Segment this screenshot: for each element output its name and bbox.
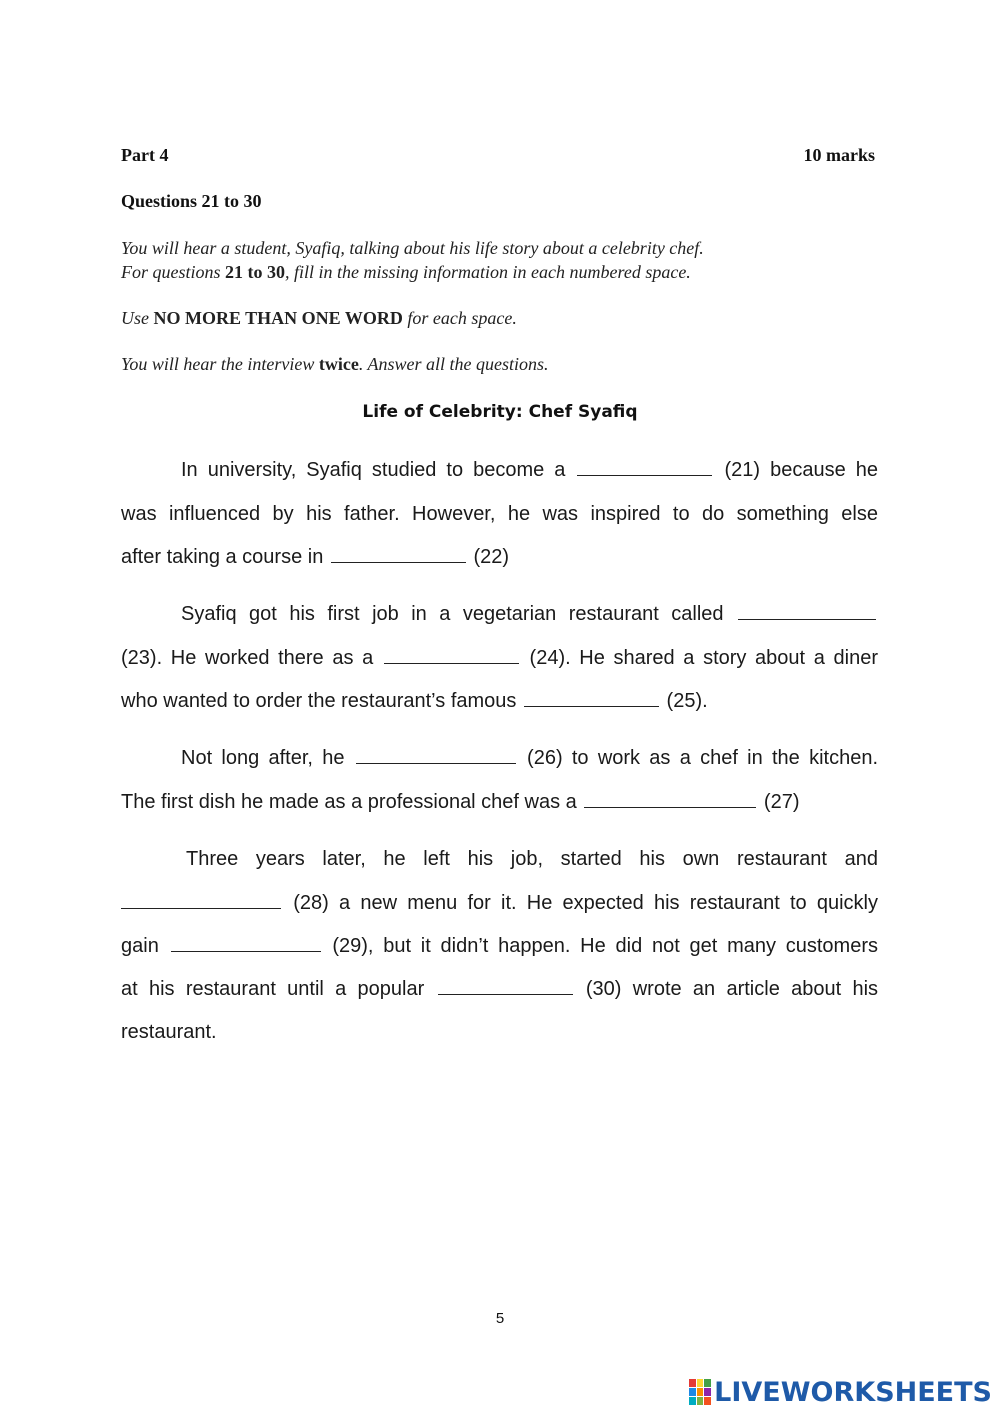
- p1-line-3: after taking a course in (22): [121, 542, 878, 572]
- instructions-block: [121, 236, 881, 284]
- instruction-line-2: For questions 21 to 30, fill in the missing information in each numbered space.: [121, 262, 691, 282]
- answer-blank-26[interactable]: [356, 743, 516, 764]
- p1-line-2: was influenced by his father. However, he was inspired to do something else: [121, 503, 878, 525]
- p3-line-1: Not long after, he (26) to work as a chef in the kitchen.: [121, 743, 878, 773]
- answer-blank-28[interactable]: [121, 888, 281, 909]
- p4-line-3: gain (29), but it didn’t happen. He did not get many customers: [121, 931, 878, 961]
- story-body: [121, 455, 878, 1055]
- part-label: Part 4: [121, 145, 169, 165]
- p2-line-3: who wanted to order the restaurant’s famous (25).: [121, 686, 878, 716]
- p3-line-2: The first dish he made as a professional chef was a (27): [121, 787, 878, 817]
- p4-line-1: Three years later, he left his job, started his own restaurant and: [186, 848, 878, 870]
- instruction-line-1: You will hear a student, Syafiq, talking about his life story about a celebrity chef.: [121, 238, 704, 258]
- p4-line-5: restaurant.: [121, 1021, 217, 1043]
- answer-blank-30[interactable]: [438, 974, 573, 995]
- answer-blank-22[interactable]: [331, 542, 466, 563]
- logo-grid-icon: [689, 1379, 711, 1405]
- questions-range: Questions 21 to 30: [121, 191, 262, 211]
- p4-line-4: at his restaurant until a popular (30) wrote an article about his: [121, 974, 878, 1004]
- instruction-listen: You will hear the interview twice. Answer all the questions.: [121, 354, 549, 374]
- p1-line-1: In university, Syafiq studied to become a (21) because he: [121, 455, 878, 485]
- answer-blank-25[interactable]: [524, 686, 659, 707]
- marks-label: 10 marks: [803, 145, 875, 165]
- answer-blank-29[interactable]: [171, 931, 321, 952]
- p2-line-2: (23). He worked there as a (24). He shared a story about a diner: [121, 643, 878, 673]
- answer-blank-24[interactable]: [384, 643, 519, 664]
- story-title: Life of Celebrity: Chef Syafiq: [362, 402, 638, 422]
- brand-name: LIVEWORKSHEETS: [714, 1376, 992, 1408]
- p2-line-1: Syafiq got his first job in a vegetarian restaurant called: [121, 599, 878, 629]
- liveworksheets-logo[interactable]: [689, 1374, 992, 1410]
- page-number: 5: [495, 1310, 505, 1327]
- p4-line-2: (28) a new menu for it. He expected his restaurant to quickly: [121, 888, 878, 918]
- instruction-word-limit: Use NO MORE THAN ONE WORD for each space.: [121, 308, 517, 328]
- answer-blank-27[interactable]: [584, 787, 756, 808]
- answer-blank-23[interactable]: [738, 599, 876, 620]
- answer-blank-21[interactable]: [577, 455, 712, 476]
